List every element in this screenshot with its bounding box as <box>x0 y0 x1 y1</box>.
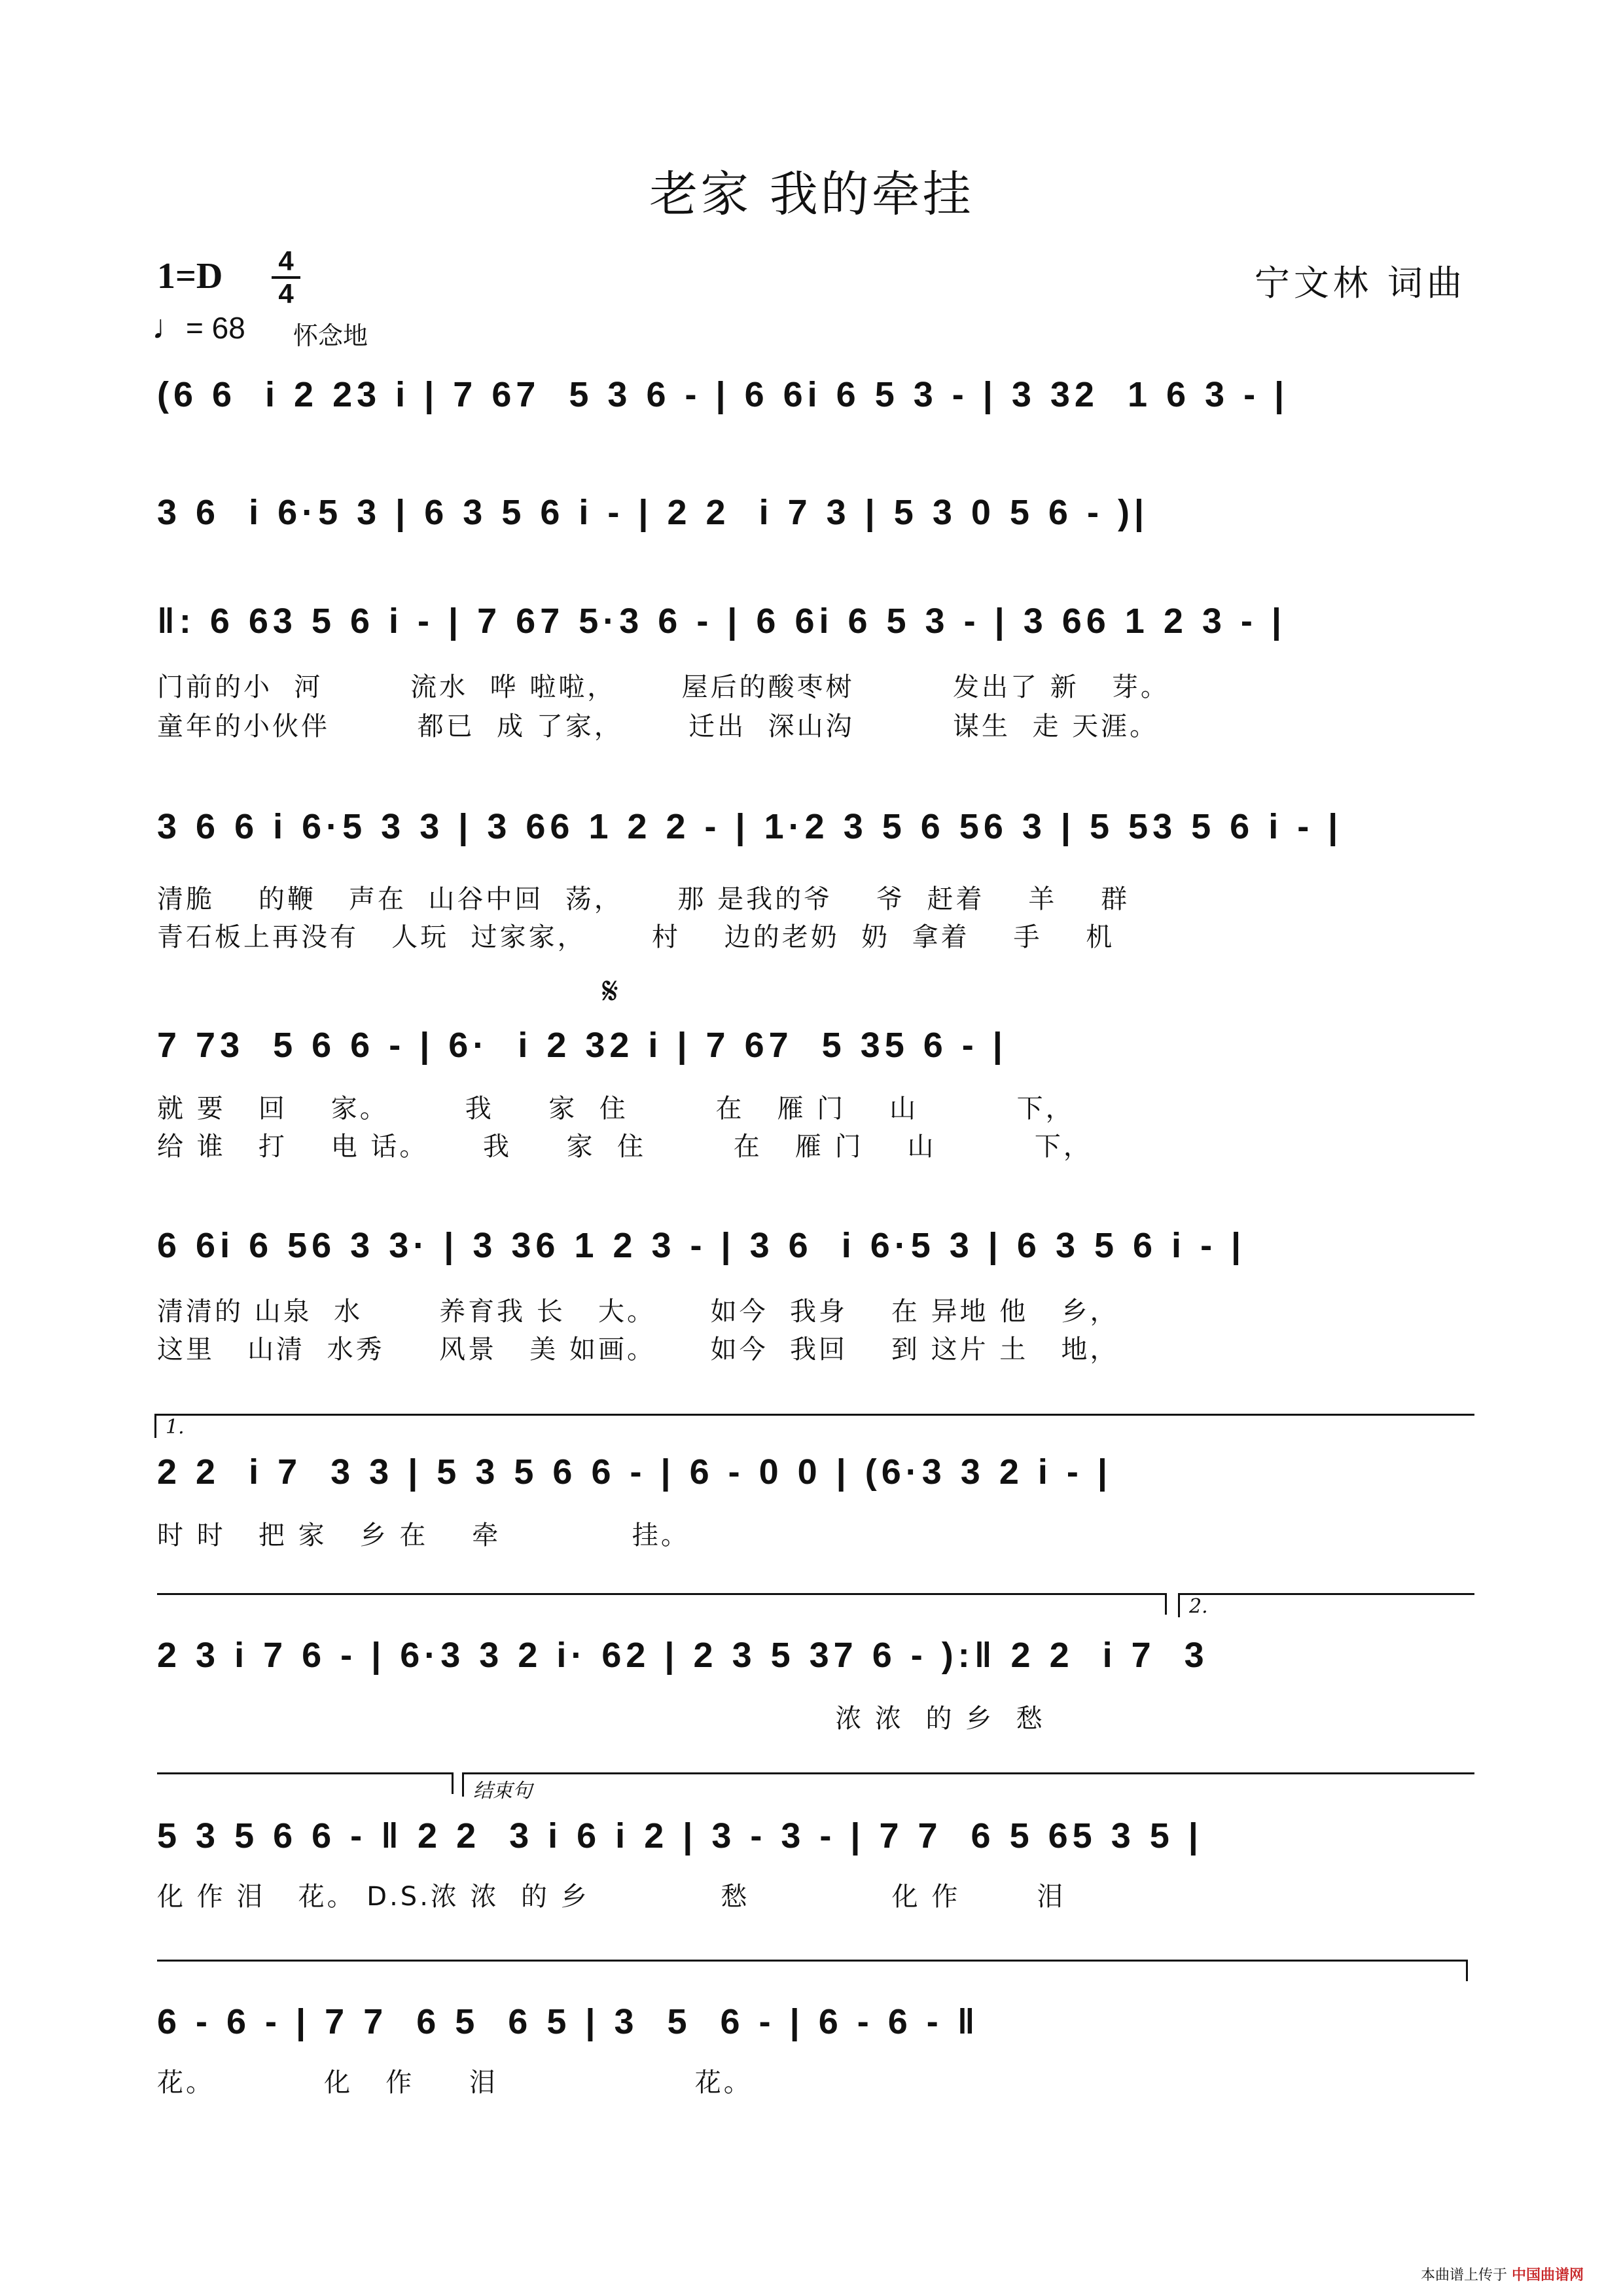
volta-bracket-2 <box>1178 1593 1474 1617</box>
lyric-verse-1: 清清的 山泉 水 养育我 长 大。 如今 我身 在 异地 他 乡， <box>157 1297 1119 1327</box>
footer-prefix: 本曲谱上传于 <box>1420 2267 1507 2284</box>
footer-credit <box>1421 2264 1584 2284</box>
volta-label: 1. <box>166 1416 185 1439</box>
quarter-note-icon: ♩ <box>152 308 186 346</box>
lyric-verse-1: 化 作 泪 花。 D.S.浓 浓 的 乡 愁 化 作 泪 <box>157 1882 1066 1912</box>
notation-line: 2 3 i 7 6 - | 6·3 3 2 i· 62 | 2 3 5 37 6 - ):‖ 2 2 i 7 3 <box>157 1636 1209 1675</box>
page-title: 老家 我的牵挂 <box>649 166 974 223</box>
volta-bracket-1 <box>154 1414 1474 1438</box>
lyric-verse-1: 时 时 把 家 乡 在 牵 挂。 <box>157 1520 690 1551</box>
lyric-verse-2: 这里 山清 水秀 风景 美 如画。 如今 我回 到 这片 土 地， <box>157 1335 1119 1365</box>
segno-sign: 𝄋 <box>602 969 618 1013</box>
footer-brand[interactable]: 中国曲谱网 <box>1511 2267 1584 2284</box>
coda-label: 结束句 <box>473 1780 532 1803</box>
key-signature: 1=D <box>157 256 223 296</box>
coda-bracket <box>462 1772 1474 1803</box>
expression-marking: 怀念地 <box>293 321 368 350</box>
lyric-verse-2: 青石板上再没有 人玩 过家家， 村 边的老奶 奶 拿着 手 机 <box>157 922 1115 952</box>
volta-bracket-1-continuation <box>157 1593 1167 1615</box>
tempo-marking <box>152 308 245 347</box>
lyric-verse-2: 童年的小伙伴 都已 成 了家， 迁出 深山沟 谋生 走 天涯。 <box>157 711 1159 742</box>
notation-line: 2 2 i 7 3 3 | 5 3 5 6 6 - | 6 - 0 0 | (6·3 3 2 i - | <box>157 1452 1112 1492</box>
lyric-verse-2: 给 谁 打 电 话。 我 家 住 在 雁 门 山 下， <box>157 1132 1092 1162</box>
volta-bracket-2-continuation <box>157 1772 454 1794</box>
lyric-verse-1: 花。 化 作 泪 花。 <box>157 2068 753 2098</box>
lyric-verse-1: 门前的小 河 流水 哗 啦啦， 屋后的酸枣树 发出了 新 芽。 <box>157 672 1169 702</box>
time-signature-top: 4 <box>278 245 294 276</box>
lyric-verse-1: 浓 浓 的 乡 愁 <box>157 1704 1045 1734</box>
notation-line: ‖: 6 63 5 6 i - | 7 67 5·3 6 - | 6 6i 6 5 3 - | 3 66 1 2 3 - | <box>157 601 1286 641</box>
time-signature-bottom: 4 <box>278 278 294 309</box>
notation-line: 7 73 5 6 6 - | 6· i 2 32 i | 7 67 5 35 6 - | <box>157 1026 1007 1065</box>
time-signature <box>272 247 300 308</box>
notation-line: 6 6i 6 56 3 3· | 3 36 1 2 3 - | 3 6 i 6·5 3 | 6 3 5 6 i - | <box>157 1226 1246 1265</box>
lyric-verse-1: 就 要 回 家。 我 家 住 在 雁 门 山 下， <box>157 1094 1075 1124</box>
notation-line: 3 6 6 i 6·5 3 3 | 3 66 1 2 2 - | 1·2 3 5 6 56 3 | 5 53 5 6 i - | <box>157 807 1343 846</box>
coda-bracket-continuation <box>157 1960 1468 1981</box>
notation-line: 5 3 5 6 6 - ‖ 2 2 3 i 6 i 2 | 3 - 3 - | 7 7 6 5 65 3 5 | <box>157 1816 1203 1856</box>
notation-line: 6 - 6 - | 7 7 6 5 6 5 | 3 5 6 - | 6 - 6 - ‖ <box>157 2002 980 2041</box>
notation-line: (6 6 i 2 23 i | 7 67 5 3 6 - | 6 6i 6 5 3 - | 3 32 1 6 3 - | <box>157 375 1289 414</box>
lyric-verse-1: 清脆 的鞭 声在 山谷中回 荡， 那 是我的爷 爷 赶着 羊 群 <box>157 884 1130 914</box>
volta-label: 2. <box>1189 1595 1208 1618</box>
tempo-value: = 68 <box>186 311 245 345</box>
composer-credit: 宁文林 词曲 <box>1254 262 1466 304</box>
notation-line: 3 6 i 6·5 3 | 6 3 5 6 i - | 2 2 i 7 3 | 5 3 0 5 6 - )| <box>157 493 1149 532</box>
